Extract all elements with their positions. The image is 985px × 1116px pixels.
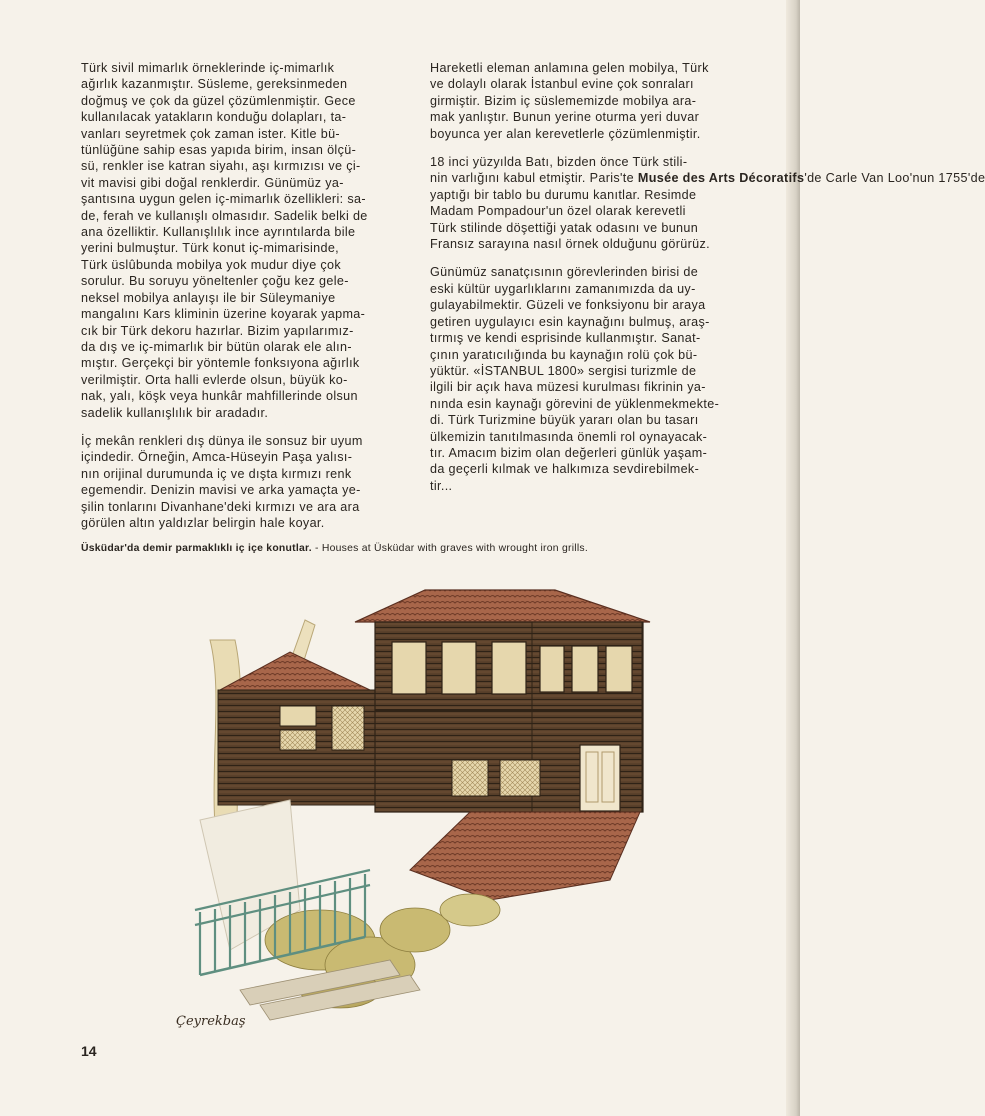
text-line: Günümüz sanatçısının görevlerinden birisi de bbox=[430, 265, 699, 280]
text-line: di. Türk Turizmine büyük yararı olan bu tasarı bbox=[430, 413, 699, 428]
figure-caption bbox=[81, 543, 761, 554]
left-column bbox=[81, 60, 389, 543]
page-number: 14 bbox=[81, 1043, 97, 1059]
museum-name: Musée des Arts Décoratifs bbox=[637, 171, 805, 186]
text-line: mak yanlıştır. Bunun yerine oturma yeri duvar bbox=[430, 110, 700, 125]
text-line: şilin tonlarını Divanhane'deki kırmızı ve ara ara bbox=[81, 499, 360, 514]
text-line: boyunca yer alan kerevetlerle çözümlenmiştir. bbox=[430, 126, 701, 141]
text-line: sü, renkler ise katran siyahı, aşı kırmızısı ve çi- bbox=[81, 159, 361, 174]
left-paragraph-1 bbox=[81, 60, 389, 421]
text-line: ve dolaylı olarak İstanbul evine çok sonraları bbox=[430, 77, 694, 92]
text-line: gulayabilmektir. Güzeli ve fonksiyonu bir araya bbox=[430, 298, 706, 313]
text-line: cık bir Türk dekoru hazırlar. Bizim yapılarımız- bbox=[81, 323, 354, 338]
lower-roof bbox=[410, 812, 640, 900]
text-line: yüktür. «İSTANBUL 1800» sergisi turizmle de bbox=[430, 363, 697, 378]
text-line: kullanılacak yatakların konduğu dolapları, ta- bbox=[81, 110, 347, 125]
text-line: Hareketli eleman anlamına gelen mobilya, Türk bbox=[430, 61, 709, 75]
text-line: Türk üslûbunda mobilya yok mudur diye çok bbox=[81, 257, 342, 272]
text-line: 18 inci yüzyılda Batı, bizden önce Türk stili- bbox=[430, 155, 688, 170]
text-line: ana özelliktir. Kullanışlılık ince ayrıntılarda bile bbox=[81, 225, 356, 240]
text-line: verilmiştir. Orta halli evlerde olsun, büyük ko- bbox=[81, 372, 348, 387]
text-line: Türk sivil mimarlık örneklerinde iç-mimarlık bbox=[81, 61, 335, 75]
right-paragraph-3 bbox=[430, 264, 752, 494]
artist-signature: Çeyrekbaş bbox=[176, 1014, 246, 1029]
text-line: ülkemizin tanıtılmasında önemli rol oynayacak- bbox=[430, 429, 708, 444]
back-house bbox=[218, 652, 378, 805]
text-line: de, ferah ve kullanışlı olmasıdır. Sadelik belki de bbox=[81, 208, 368, 223]
right-paragraph-2 bbox=[430, 154, 985, 252]
text-line: nında esin kaynağı görevini de yüklenmekmekte- bbox=[430, 396, 720, 411]
text-line: mangalını Kars kliminin üzerine koyarak yapma- bbox=[81, 307, 366, 322]
main-house bbox=[355, 590, 650, 812]
text-line: tünlüğüne sahip esas yapıda birim, insan ölçü- bbox=[81, 143, 357, 158]
text-line: şantısına uygun gelen iç-mimarlık özellikleri: sa- bbox=[81, 192, 366, 207]
text-line: İç mekân renkleri dış dünya ile sonsuz bir uyum bbox=[81, 433, 363, 448]
text-line: yerini bulmuştur. Türk konut iç-mimarisinde, bbox=[81, 241, 340, 256]
caption-turkish: Üsküdar'da demir parmaklıklı iç içe konutlar. bbox=[81, 543, 312, 554]
text-line: vit mavisi gibi doğal renklerdir. Günümüz ya- bbox=[81, 175, 344, 190]
text-line: Türk stilinde döşettiği yatak odasını ve bunun bbox=[430, 220, 699, 235]
text-line: neksel mobilya anlayışı ile bir Süleymaniye bbox=[81, 290, 336, 305]
text-line: tırmış ve kendi esprisinde kullanmıştır. Sanat- bbox=[430, 331, 701, 346]
text-line: sorulur. Bu soruyu yöneltenler çoğu kez gele- bbox=[81, 274, 349, 289]
text-line: da geçerli kılmak ve halkımıza sevdirebilmek- bbox=[430, 462, 700, 477]
text-line: egemendir. Denizin mavisi ve arka yamaçta ye- bbox=[81, 483, 361, 498]
text-line: ağırlık kazanmıştır. Süsleme, gereksinmeden bbox=[81, 77, 348, 92]
text-line: mıştır. Gerçekçi bir yöntemle fonksıyona ağırlık bbox=[81, 356, 360, 371]
text-line: girmiştir. Bizim iç süslememizde mobilya ara- bbox=[430, 93, 697, 108]
text-line: çının yaratıcılığında bu kaynağın rolü çok bü- bbox=[430, 347, 698, 362]
text-line: Madam Pompadour'un özel olarak kerevetli bbox=[430, 204, 686, 219]
text-line: görülen altın yaldızlar belirgin hale koyar. bbox=[81, 515, 325, 530]
right-paragraph-1 bbox=[430, 60, 752, 142]
text-line: Fransız sarayına nasıl örnek olduğunu görürüz. bbox=[430, 237, 711, 252]
page-edge bbox=[786, 0, 800, 1116]
caption-english: - Houses at Üsküdar with graves with wrought iron grills. bbox=[311, 543, 588, 554]
text-line: nak, yalı, köşk veya hunkâr mahfillerinde olsun bbox=[81, 389, 358, 404]
text-line: tir... bbox=[430, 478, 453, 493]
text-line: ilgili bir açık hava müzesi kurulması fikrinin ya- bbox=[430, 380, 706, 395]
text-fragment: nin varlığını kabul etmiştir. Paris'te bbox=[430, 171, 634, 186]
text-line: yaptığı bir tablo bu durumu kanıtlar. Resimde bbox=[430, 187, 697, 202]
text-line: doğmuş ve çok da güzel çözümlenmiştir. Gece bbox=[81, 93, 356, 108]
text-line: da dış ve iç-mimarlık bir bütün olarak ele alın- bbox=[81, 339, 352, 354]
text-line: getiren uygulayıcı esin kaynağını bulmuş, araş- bbox=[430, 314, 710, 329]
text-fragment: 'de Carle Van Loo'nun 1755'de bbox=[804, 171, 985, 186]
text-line: eski kültür uygarlıklarını zamanımızda da uy- bbox=[430, 281, 696, 296]
text-line: tır. Amacım bizim olan değerleri günlük yaşam- bbox=[430, 445, 708, 460]
text-line: içindedir. Örneğin, Amca-Hüseyin Paşa yalısı- bbox=[81, 450, 353, 465]
text-line: vanları seyretmek çok zaman ister. Kitle bü- bbox=[81, 126, 340, 141]
left-paragraph-2 bbox=[81, 433, 389, 531]
houses-illustration bbox=[170, 580, 670, 1040]
text-line: sadelik kullanışlılık bir aradadır. bbox=[81, 405, 269, 420]
right-column bbox=[430, 60, 985, 506]
text-line: nın orijinal durumunda iç ve dışta kırmızı renk bbox=[81, 466, 352, 481]
text-line bbox=[430, 170, 985, 186]
